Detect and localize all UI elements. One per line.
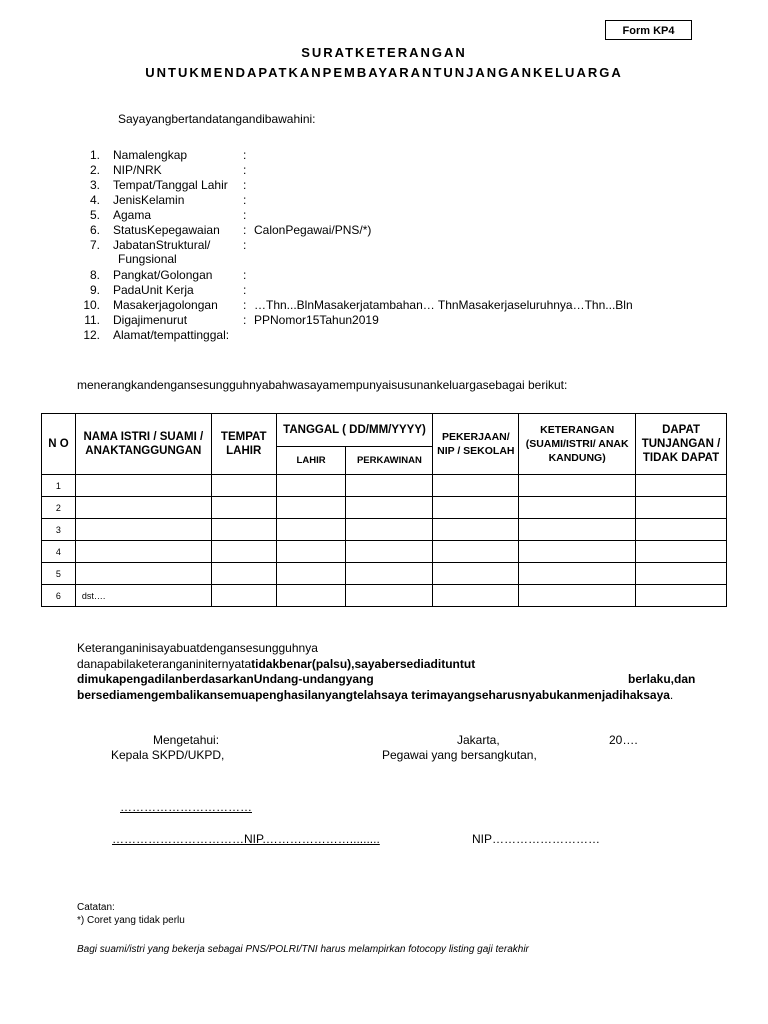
field-row [0, 268, 768, 283]
field-label: Fungsional [118, 252, 177, 266]
table-cell [636, 563, 727, 585]
field-colon: : [243, 193, 247, 207]
pegawai-nip-line: NIP……………………… [472, 832, 601, 846]
field-number: 6. [89, 223, 100, 237]
field-label: Masakerjagolongan [113, 298, 218, 312]
header-lahir: LAHIR [276, 447, 346, 475]
field-colon: : [243, 268, 247, 282]
mengetahui-label: Mengetahui: [153, 733, 220, 747]
declaration-period: . [669, 688, 674, 702]
declaration-line-3-end: berlaku,dan [628, 672, 696, 686]
field-label: JenisKelamin [113, 193, 185, 207]
header-pekerjaan: PEKERJAAN/ NIP / SEKOLAH [433, 414, 519, 475]
declaration-line-3: dimukapengadilanberdasarkanUndang-undangyang [77, 672, 374, 686]
table-cell [276, 541, 346, 563]
kepala-signature-line: …………………………… [120, 800, 252, 814]
field-label: Tempat/Tanggal Lahir [113, 178, 228, 192]
catatan-label: Catatan: [77, 902, 115, 913]
table-cell [211, 519, 276, 541]
field-row [0, 328, 768, 343]
row-number: 2 [42, 497, 76, 519]
field-number: 12. [83, 328, 100, 342]
field-number: 5. [89, 208, 100, 222]
field-number: 7. [89, 238, 100, 252]
table-cell [346, 475, 433, 497]
declaration-line-1: Keteranganinisayabuatdengansesungguhnya [77, 641, 318, 655]
field-colon: : [243, 148, 247, 162]
place-label: Jakarta, [457, 733, 500, 747]
pegawai-label: Pegawai yang bersangkutan, [382, 748, 537, 762]
document-title: SURATKETERANGAN [301, 45, 467, 60]
table-cell [346, 519, 433, 541]
table-cell [346, 541, 433, 563]
field-row [0, 148, 768, 163]
header-perkawinan: PERKAWINAN [346, 447, 433, 475]
table-cell [636, 585, 727, 607]
family-table [41, 413, 727, 607]
field-row [0, 223, 768, 238]
field-label: Pangkat/Golongan [113, 268, 213, 282]
field-row [0, 313, 768, 328]
field-value: CalonPegawai/PNS/*) [254, 223, 372, 237]
field-colon: : [243, 298, 247, 312]
field-number: 10. [83, 298, 100, 312]
table-cell [433, 585, 519, 607]
field-value: …Thn...BlnMasakerjatambahan… ThnMasakerjaseluruhnya…Thn...Bln [254, 298, 633, 312]
row-nama [75, 497, 211, 519]
row-number: 1 [42, 475, 76, 497]
declaration-normal-text: danapabilaketeranganiniternyata [77, 657, 252, 671]
table-cell [636, 475, 727, 497]
field-number: 8. [89, 268, 100, 282]
field-number: 2. [89, 163, 100, 177]
table-cell [519, 497, 636, 519]
header-tempat-lahir: TEMPAT LAHIR [211, 414, 276, 475]
field-colon: : [243, 163, 247, 177]
declaration-line-2 [77, 657, 475, 671]
table-row [42, 541, 727, 563]
table-cell [276, 519, 346, 541]
row-number: 5 [42, 563, 76, 585]
row-number: 4 [42, 541, 76, 563]
field-row [0, 238, 768, 253]
table-cell [346, 563, 433, 585]
footer-note: Bagi suami/istri yang bekerja sebagai PNS/POLRI/TNI harus melampirkan fotocopy listing gaji terakhir [77, 944, 529, 955]
table-cell [636, 519, 727, 541]
table-cell [211, 563, 276, 585]
table-cell [276, 475, 346, 497]
field-label: StatusKepegawaian [113, 223, 220, 237]
table-cell [519, 541, 636, 563]
row-number: 3 [42, 519, 76, 541]
field-number: 11. [84, 313, 100, 327]
field-row [0, 252, 768, 267]
row-nama [75, 475, 211, 497]
field-number: 4. [89, 193, 100, 207]
row-nama: dst…. [75, 585, 211, 607]
declaration-line-4 [77, 688, 673, 702]
field-colon: : [243, 283, 247, 297]
table-cell [211, 541, 276, 563]
table-cell [276, 497, 346, 519]
table-cell [346, 585, 433, 607]
header-dapat-tunjangan: DAPAT TUNJANGAN / TIDAK DAPAT [636, 414, 727, 475]
table-cell [636, 497, 727, 519]
table-row [42, 585, 727, 607]
field-number: 9. [89, 283, 100, 297]
table-cell [211, 475, 276, 497]
row-nama [75, 563, 211, 585]
field-colon: : [243, 313, 247, 327]
kepala-label: Kepala SKPD/UKPD, [111, 748, 225, 762]
table-cell [636, 541, 727, 563]
intro-text: Sayayangbertandatangandibawahini: [118, 112, 316, 126]
table-cell [433, 475, 519, 497]
table-cell [519, 563, 636, 585]
year-label: 20…. [609, 733, 638, 747]
table-row [42, 497, 727, 519]
table-cell [519, 475, 636, 497]
field-row [0, 298, 768, 313]
table-row [42, 475, 727, 497]
header-nama: NAMA ISTRI / SUAMI / ANAKTANGGUNGAN [75, 414, 211, 475]
field-colon: : [243, 238, 247, 252]
field-colon: : [243, 208, 247, 222]
table-cell [433, 541, 519, 563]
table-row [42, 519, 727, 541]
field-value: PPNomor15Tahun2019 [254, 313, 379, 327]
family-statement: menerangkandengansesungguhnyabahwasayamempunyaisusunankeluargasebagai berikut: [77, 378, 568, 392]
row-number: 6 [42, 585, 76, 607]
field-number: 1. [89, 148, 100, 162]
table-cell [519, 519, 636, 541]
field-colon: : [243, 178, 247, 192]
field-row [0, 283, 768, 298]
field-label: Alamat/tempattinggal: [113, 328, 230, 342]
table-row [42, 563, 727, 585]
header-no: N O [42, 414, 76, 475]
declaration-bold-text: bersediamengembalikansemuapenghasilanyangtelahsaya terimayangseharusnyabukanmenjadihaksaya [77, 688, 670, 702]
row-nama [75, 541, 211, 563]
field-row [0, 208, 768, 223]
field-label: Namalengkap [113, 148, 188, 162]
field-row [0, 193, 768, 208]
table-cell [211, 585, 276, 607]
table-cell [433, 563, 519, 585]
table-cell [346, 497, 433, 519]
row-nama [75, 519, 211, 541]
field-label: NIP/NRK [113, 163, 162, 177]
kepala-nip-line: ……………………………NIP.…………………......... [112, 832, 380, 846]
table-cell [433, 497, 519, 519]
field-number: 3. [89, 178, 100, 192]
table-cell [211, 497, 276, 519]
header-keterangan: KETERANGAN (SUAMI/ISTRI/ ANAK KANDUNG) [519, 414, 636, 475]
coret-note: *) Coret yang tidak perlu [77, 915, 185, 926]
field-label: PadaUnit Kerja [113, 283, 194, 297]
table-cell [519, 585, 636, 607]
table-cell [433, 519, 519, 541]
header-tanggal: TANGGAL ( DD/MM/YYYY) [276, 414, 433, 447]
field-label: Digajimenurut [113, 313, 188, 327]
form-code-label: Form KP4 [605, 20, 692, 40]
document-subtitle: UNTUKMENDAPATKANPEMBAYARANTUNJANGANKELUARGA [145, 65, 623, 80]
table-cell [276, 563, 346, 585]
field-label: Agama [113, 208, 152, 222]
field-label: JabatanStruktural/ [113, 238, 211, 252]
field-row [0, 178, 768, 193]
field-row [0, 163, 768, 178]
declaration-bold-text: tidakbenar(palsu),sayabersediadituntut [251, 657, 476, 671]
table-cell [276, 585, 346, 607]
field-colon: : [243, 223, 247, 237]
